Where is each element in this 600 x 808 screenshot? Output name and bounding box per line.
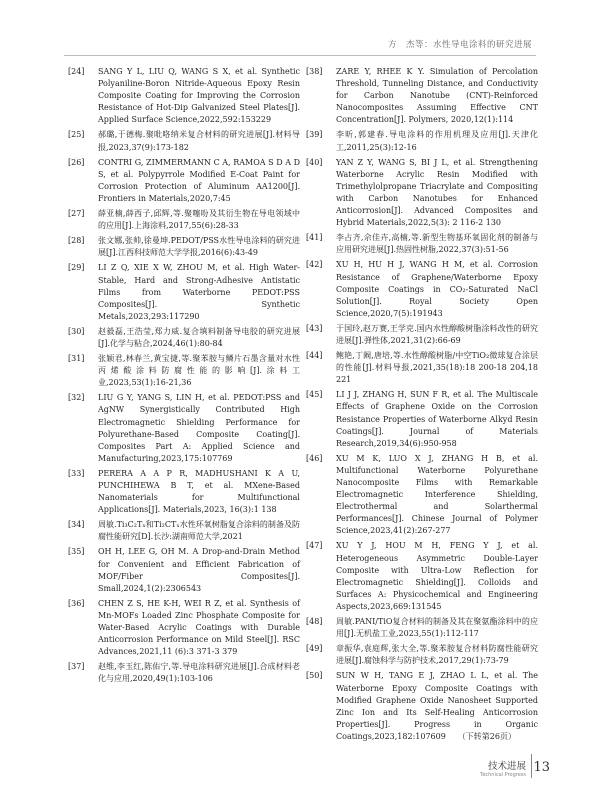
- reference-item: [68, 157, 300, 205]
- reference-item: [68, 326, 300, 350]
- references-column-left: [68, 66, 300, 689]
- reference-text: SANG Y L, LIU Q, WANG S X, et al. Synthetic Polyaniline-Boron Nitride-Aqueous Epoxy Resin Composite Coating for Improving the Corrosion Resistance of Hot-Dip Galvanized Steel Plates[J]. Applied Surface Science,2022,592:153229: [98, 67, 300, 125]
- reference-number: [44]: [306, 351, 323, 361]
- reference-item: [306, 453, 538, 538]
- reference-text: PERERA A A P R, MADHUSHANI K A U, PUNCHIHEWA B T, et al. MXene-Based Nanomaterials for Multifunctional Applications[J]. Materials,2023, 16(3):1 138: [98, 468, 300, 515]
- footer-divider: [531, 754, 532, 778]
- reference-text: 周敏.PANI/TiO复合材料的制备及其在聚氨酯涂料中的应用[J].无机盐工业,2023,55(1):112-117: [336, 617, 538, 639]
- reference-text: ZARE Y, RHEE K Y. Simulation of Percolation Threshold, Tunneling Distance, and Conductivity for Carbon Nanotube (CNT)-Reinforced Nanocomposites Assuming Effective CNT Concentration[J]. Polymers, 2020,12(1):114: [336, 67, 538, 125]
- reference-text: 于国玲,赵万赛,王学克.国内水性醇酸树脂涂料改性的研究进展[J].弹性体,2021,31(2):66-69: [336, 323, 538, 345]
- reference-number: [31]: [68, 354, 85, 364]
- reference-number: [27]: [68, 209, 85, 219]
- brand-subtitle: Technical Progress: [480, 772, 526, 778]
- reference-number: [33]: [68, 468, 85, 478]
- reference-item: [68, 353, 300, 389]
- reference-number: [24]: [68, 67, 85, 76]
- reference-text: 章振华,袁庭辉,张大全,等.聚苯胺复合材料防腐性能研究进展[J].腐蚀科学与防护技术,2017,29(1):73-79: [336, 644, 538, 666]
- reference-text: 赵毅磊,王浩莹,郑力威.复合填料制备导电胶的研究进展[J].化学与粘合,2024,46(1):80-84: [98, 326, 300, 348]
- reference-item: [68, 129, 300, 153]
- reference-item: [68, 392, 300, 465]
- reference-number: [40]: [306, 157, 323, 167]
- reference-text: YAN Z Y, WANG S, BI J L, et al. Strengthening Waterborne Acrylic Resin Modified with Trimethylolpropane Triacrylate and Compositing with Carbon Nanotubes for Enhanced Anticorrosion[J]. Advanced Composites and Hybrid Materials,2022,5(3): 2 116-2 130: [336, 157, 538, 228]
- page-number: 13: [533, 760, 550, 775]
- reference-number: [48]: [306, 617, 323, 627]
- reference-text: 薛亚楠,薛西子,邱辉,等.聚噻吩及其衍生物在导电领域中的应用[J].上海涂料,2017,55(6):28-33: [98, 209, 300, 231]
- reference-number: [42]: [306, 260, 323, 270]
- reference-item: [68, 661, 300, 685]
- reference-item: [306, 616, 538, 640]
- reference-text: CONTRI G, ZIMMERMANN C A, RAMOA S D A D S, et al. Polypyrrole Modified E-Coat Paint for Corrosion Protection of Aluminum AA1200[J]. Frontiers in Materials,2020,7:45: [98, 157, 300, 203]
- reference-number: [32]: [68, 393, 85, 403]
- reference-item: [306, 389, 538, 449]
- reference-number: [29]: [68, 263, 85, 273]
- reference-text: LI J J, ZHANG H, SUN F R, et al. The Multiscale Effects of Graphene Oxide on the Corrosion Resistance Properties of Waterborne Alkyd Resin Coatings[J]. Journal of Materials Research,2019,34(6):950-958: [336, 390, 538, 448]
- reference-number: [28]: [68, 236, 85, 246]
- reference-item: [68, 598, 300, 658]
- reference-item: [306, 323, 538, 347]
- reference-text: 郝璐,于德梅.聚吡咯纳米复合材料的研究进展[J].材料导报,2023,37(9):173-182: [98, 130, 300, 152]
- reference-number: [26]: [68, 157, 85, 167]
- reference-text: 李昕,郭建春.导电涂料的作用机理及应用[J].天津化工,2011,25(3):12-16: [336, 130, 538, 152]
- reference-number: [30]: [68, 326, 85, 336]
- section-brand: [480, 758, 526, 778]
- reference-item: [306, 350, 538, 386]
- reference-text: CHEN Z S, HE K-H, WEI R Z, et al. Synthesis of Mn-MOFs Loaded Zinc Phosphate Composite for Water-Based Acrylic Coatings with Durable Anticorrosion Performance on Mild Steel[J]. RSC Advances,2021,11 (6):3 371-3 379: [98, 598, 300, 657]
- reference-item: [68, 262, 300, 322]
- reference-number: [25]: [68, 130, 85, 140]
- reference-item: [306, 66, 538, 126]
- header-rule: [64, 55, 536, 56]
- reference-number: [43]: [306, 323, 323, 333]
- reference-text: 鲍艳,丁阚,唐培,等.水性醇酸树脂/中空TiO₂微球复合涂层的性能[J].材料导报,2021,35(18):18 200-18 204,18 221: [336, 351, 538, 385]
- reference-item: [306, 129, 538, 153]
- reference-item: [68, 235, 300, 259]
- reference-number: [36]: [68, 598, 85, 608]
- reference-item: [68, 468, 300, 516]
- reference-text: 张颖君,林春兰,黄宝捷,等.聚苯胺与鳞片石墨含量对水性丙烯酸涂料防腐性能的影响[J].涂料工业,2023,53(1):16-21,36: [98, 354, 300, 388]
- reference-text: SUN W H, TANG E J, ZHAO L L, et al. The Waterborne Epoxy Composite Coatings with Modified Graphene Oxide Nanosheet Supported Zinc Ion and Its Self-Healing Anticorrosion Properties[J]. Progress in Organic Coatings,2023,182:107609 （下转第26页）: [336, 671, 538, 741]
- reference-text: OH H, LEE G, OH M. A Drop-and-Drain Method for Convenient and Efficient Fabrication of MOF/Fiber Composites[J]. Small,2024,1(2):2306543: [98, 547, 300, 593]
- brand-title: 技术进展: [487, 761, 526, 772]
- references-column-right: [306, 66, 538, 746]
- reference-number: [35]: [68, 547, 85, 557]
- reference-text: XU M K, LUO X J, ZHANG H B, et al. Multifunctional Waterborne Polyurethane Nanocomposite Films with Remarkable Electromagnetic Interference Shielding, Electrothermal and Solarthermal Performances[J]. Chinese Journal of Polymer Science,2023,41(2):267-277: [336, 453, 538, 536]
- reference-number: [49]: [306, 644, 323, 654]
- reference-item: [68, 66, 300, 126]
- reference-item: [68, 208, 300, 232]
- reference-number: [39]: [306, 130, 323, 140]
- reference-item: [306, 643, 538, 667]
- reference-number: [34]: [68, 520, 85, 530]
- reference-number: [45]: [306, 390, 323, 400]
- reference-text: XU H, HU H J, WANG H M, et al. Corrosion Resistance of Graphene/Waterborne Epoxy Composite Coatings in CO₂-Saturated NaCl Solution[J]. Royal Society Open Science,2020,7(5):191943: [336, 260, 538, 318]
- reference-item: [306, 157, 538, 230]
- reference-text: XU Y J, HOU M H, FENG Y J, et al. Heterogeneous Asymmetric Double-Layer Composite with Ultra-Low Reflection for Electromagnetic Shielding[J]. Colloids and Surfaces A: Physicochemical and Engineering Aspects,2023,669:131545: [336, 541, 538, 611]
- reference-text: 李占齐,佘佳卉,高楠,等.新型生物基环氧固化剂的制备与应用研究进展[J].热固性树脂,2022,37(3):51-56: [336, 233, 538, 255]
- reference-number: [47]: [306, 541, 323, 551]
- reference-text: LIU G Y, YANG S, LIN H, et al. PEDOT:PSS and AgNW Synergistically Contributed High Electromagnetic Shielding Performance for Polyurethane-Based Composite Coating[J]. Composites Part A: Applied Science and Manufacturing,2023,175:107769: [98, 393, 300, 463]
- reference-text: 赵维,李玉红,陈佑宁,等.导电涂料研究进展[J].合成材料老化与应用,2020,49(1):103-106: [98, 662, 300, 684]
- reference-item: [306, 670, 538, 743]
- reference-text: LI Z Q, XIE X W, ZHOU M, et al. High Water-Stable, Hard and Strong-Adhesive Antistatic Films from Waterborne PEDOT:PSS Composites[J]. Synthetic Metals,2023,293:117290: [98, 263, 300, 321]
- reference-text: 周敏.Ti₃C₂Tₓ和Ti₂CTₓ水性环氧树脂复合涂料的制备及防腐性能研究[D].长沙:湖南师范大学,2021: [98, 520, 300, 542]
- reference-item: [306, 540, 538, 613]
- reference-number: [50]: [306, 671, 323, 681]
- reference-item: [306, 259, 538, 319]
- reference-text: 张文娜,张帅,徐曼坤.PEDOT/PSS水性导电涂料的研究进展[J].江西科技师范大学学报,2016(6):43-49: [98, 236, 300, 258]
- reference-item: [306, 232, 538, 256]
- reference-number: [46]: [306, 453, 323, 463]
- reference-number: [41]: [306, 233, 323, 243]
- running-title: 方 杰等：水性导电涂料的研究进展: [387, 40, 532, 50]
- reference-number: [38]: [306, 67, 323, 76]
- reference-item: [68, 519, 300, 543]
- reference-number: [37]: [68, 662, 85, 672]
- reference-item: [68, 546, 300, 594]
